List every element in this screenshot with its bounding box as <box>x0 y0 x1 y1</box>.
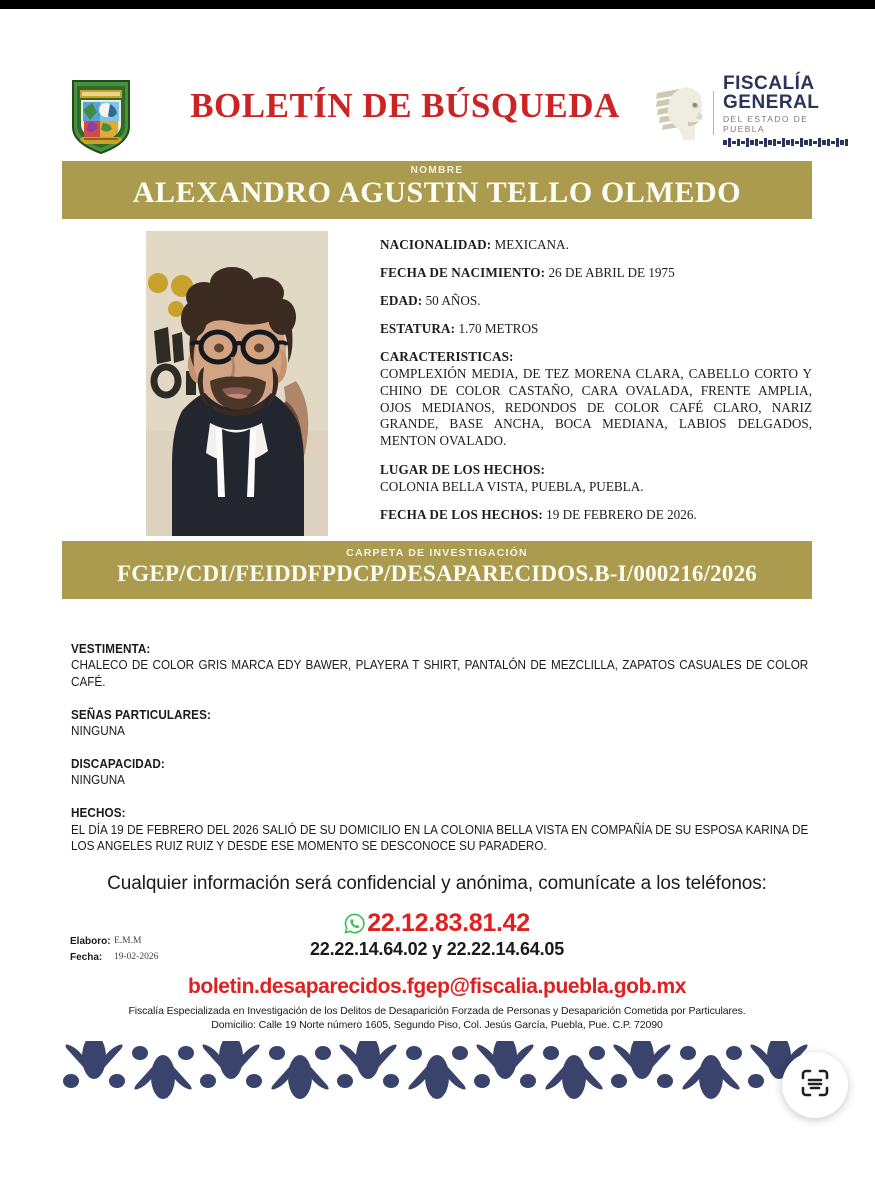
date-events-row <box>380 507 812 523</box>
section-heading: HECHOS: <box>71 805 126 821</box>
section-hechos <box>71 805 809 855</box>
characteristics-label: CARACTERISTICAS: <box>380 349 514 364</box>
place-value: COLONIA BELLA VISTA, PUEBLA, PUEBLA. <box>380 478 644 494</box>
section-heading: DISCAPACIDAD: <box>71 756 165 772</box>
whatsapp-icon <box>344 912 365 941</box>
carpeta-band <box>62 541 812 599</box>
footer-line-1: Fiscalía Especializada en Investigación de los Delitos de Desaparición Forzada de Personas y Desaparición Cometida por Particulares. <box>128 1005 746 1017</box>
agency-line-2: GENERAL <box>723 92 820 113</box>
characteristics-block <box>380 349 812 450</box>
agency-line-1: FISCALÍA <box>723 72 815 94</box>
section-vestimenta <box>71 641 809 691</box>
elaboro-date-label: Fecha: <box>70 951 103 963</box>
scan-text-icon <box>799 1067 831 1104</box>
detail-label: EDAD: <box>380 293 423 308</box>
footer-line-2: Domicilio: Calle 19 Norte número 1605, Segundo Piso, Col. Jesús García, Puebla, Pue. C.P. 72090 <box>211 1019 663 1032</box>
details-panel <box>380 237 812 535</box>
fiscalia-general-logo <box>655 72 845 144</box>
detail-row <box>380 265 812 281</box>
section-discapacidad <box>71 756 809 789</box>
missing-person-photo <box>146 231 328 536</box>
elaboro-author-row <box>70 934 158 950</box>
date-events-label: FECHA DE LOS HECHOS: <box>380 506 543 522</box>
person-name: ALEXANDRO AGUSTIN TELLO OLMEDO <box>132 176 742 209</box>
section-body: EL DÍA 19 DE FEBRERO DEL 2026 SALIÓ DE SU DOMICILIO EN LA COLONIA BELLA VISTA EN COMPAÑÍA DE SU ESPOSA KARINA DE LOS ANGELES RUIZ RUIZ Y DESDE ESE MOMENTO SE DESCONOCE SU PARADERO. <box>71 821 809 854</box>
greca-ornament-icon <box>723 138 851 147</box>
section-body: NINGUNA <box>71 723 125 739</box>
phone-main-value: 22.12.83.81.42 <box>367 909 530 937</box>
agency-name <box>723 74 851 153</box>
carpeta-number: FGEP/CDI/FEIDDFPDCP/DESAPARECIDOS.B-I/000216/2026 <box>117 560 757 586</box>
section-heading: SEÑAS PARTICULARES: <box>71 707 211 723</box>
detail-row <box>380 237 812 253</box>
detail-label: NACIONALIDAD: <box>380 237 492 252</box>
agency-line-3: DEL ESTADO DE PUEBLA <box>723 114 809 135</box>
detail-label: FECHA DE NACIMIENTO: <box>380 265 546 280</box>
elaboro-block <box>70 934 158 965</box>
elaboro-author-label: Elaboro: <box>70 936 111 947</box>
name-label: NOMBRE <box>410 165 464 176</box>
fiscalia-eagle-icon <box>655 85 709 141</box>
elaboro-date-row <box>70 950 158 966</box>
date-events-value: 19 DE FEBRERO DE 2026. <box>546 506 697 522</box>
place-block <box>380 462 812 495</box>
detail-value: 26 DE ABRIL DE 1975 <box>548 265 675 280</box>
characteristics-value: COMPLEXIÓN MEDIA, DE TEZ MORENA CLARA, CABELLO CORTO Y CHINO DE COLOR CASTAÑO, CARA OVALADA, FRENTE AMPLIA, OJOS MEDIANOS, REDONDOS DE COLOR CAFÉ CLARO, NARIZ GRANDE, BASE ANCHA, BOCA MEDIANA, LABIOS DELGADOS, MENTON OVALADO. <box>380 366 812 449</box>
section-heading: VESTIMENTA: <box>71 641 151 656</box>
decorative-border <box>58 1041 818 1103</box>
puebla-coat-of-arms-icon <box>70 77 132 155</box>
contact-email[interactable]: boletin.desaparecidos.fgep@fiscalia.puebla.gob.mx <box>188 975 686 998</box>
detail-row <box>380 321 812 337</box>
detail-row <box>380 293 812 309</box>
detail-label: ESTATURA: <box>380 321 456 336</box>
detail-value: 50 AÑOS. <box>425 293 481 308</box>
detail-value: 1.70 METROS <box>458 321 539 336</box>
logo-divider <box>713 91 714 135</box>
lower-sections <box>71 641 809 871</box>
section-body: CHALECO DE COLOR GRIS MARCA EDY BAWER, PLAYERA T SHIRT, PANTALÓN DE MEZCLILLA, ZAPATOS CASUALES DE COLOR CAFÉ. <box>71 657 809 690</box>
page-title: BOLETÍN DE BÚSQUEDA <box>190 86 620 125</box>
elaboro-date-value: 19-02-2026 <box>114 951 159 962</box>
scan-text-button[interactable] <box>782 1052 848 1118</box>
alternate-phones[interactable]: 22.22.14.64.02 y 22.22.14.64.05 <box>309 939 565 959</box>
elaboro-author-value: E.M.M <box>114 936 142 946</box>
whatsapp-phone[interactable] <box>62 909 812 941</box>
bulletin-page <box>0 9 875 1200</box>
place-label: LUGAR DE LOS HECHOS: <box>380 461 546 477</box>
contact-intro: Cualquier información será confidencial y anónima, comunícate a los teléfonos: <box>107 873 767 894</box>
footer-note <box>62 1004 812 1033</box>
carpeta-label: CARPETA DE INVESTIGACIÓN <box>346 547 528 559</box>
section-body: NINGUNA <box>71 772 125 788</box>
document-header <box>0 64 875 159</box>
name-band <box>62 161 812 219</box>
status-bar <box>0 0 875 9</box>
section-senas-particulares <box>71 707 809 740</box>
detail-value: MEXICANA. <box>494 237 569 252</box>
